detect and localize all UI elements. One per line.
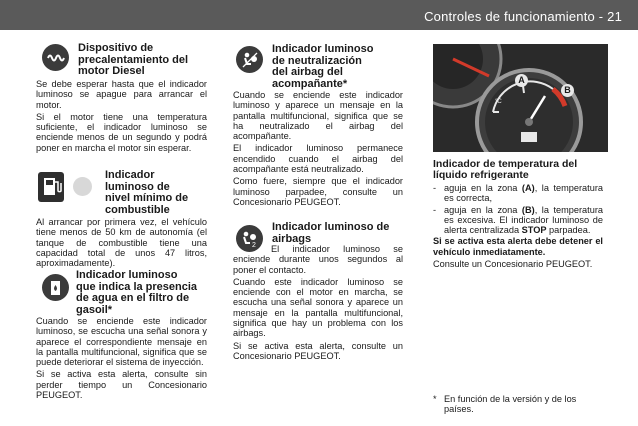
coolant-consult: Consulte un Concesionario PEUGEOT. xyxy=(433,259,593,270)
preheat-title: Dispositivo de precalentamiento del motor Diesel xyxy=(78,42,189,77)
passenger-airbag-body: Cuando se enciende este indicador luminoso y aparece un mensaje en la pantalla multifuncional, significa que se ha neutralizado el airbag del acompañante. El indicador luminoso permanece encendido cuando el airbag del acompañante está neutralizado. Como fuere, siempre que el indicador luminoso parpadee, consulte un Concesionario PEUGEOT. xyxy=(233,90,403,207)
glow-plug-icon xyxy=(42,44,69,71)
svg-text:2: 2 xyxy=(251,241,256,248)
passenger-airbag-off-icon xyxy=(236,46,263,73)
footnote: * En función de la versión y de los países. xyxy=(433,394,577,415)
water-body: Cuando se enciende este indicador luminoso, se escucha una señal sonora y aparece el correspondiente mensaje en la pantalla multifuncional, significa que se puede deteriorar el sistema de inyección. Si se activa esta alerta, consulte sin perder tiempo un Concesionario PEUGEOT. xyxy=(36,316,207,401)
page-header xyxy=(0,0,638,30)
page-title: Controles de funcionamiento - 21 xyxy=(424,9,622,24)
coolant-body xyxy=(433,183,603,271)
airbags-title: Indicador luminoso de airbags xyxy=(272,221,390,245)
passenger-airbag-title: Indicador luminoso de neutralización del airbag del acompañante* xyxy=(272,43,374,90)
fuel-warning-light-icon xyxy=(73,177,92,196)
fuel-body: Al arrancar por primera vez, el vehículo tiene menos de 50 km de autonomía (el tanque de combustible tiene una capacidad total de unos 47 litros, aproximadamente). xyxy=(36,217,207,269)
fuel-title: Indicador luminoso de nivel mínimo de combustible xyxy=(105,169,189,216)
water-title: Indicador luminoso que indica la presencia de agua en el filtro de gasoil* xyxy=(76,269,198,316)
fuel-pump-icon xyxy=(38,172,64,202)
coolant-bullet-b: - aguja en la zona (B), la temperatura es excesiva. El indicador luminoso de alerta centralizada STOP parpadea. xyxy=(433,204,603,236)
gauge-label-a: A xyxy=(515,74,528,87)
coolant-bullet-a: - aguja en la zona (A), la temperatura es correcta, xyxy=(433,183,603,204)
airbags-body: El indicador luminoso se enciende durante unos segundos al poner el contacto. Cuando este indicador luminoso se enciende con el motor en marcha, se escucha una señal sonora y aparece un mensaje en la pantalla multifuncional, significa que hay un problema con los airbags. Si se activa esta alerta, consulte un Concesionario PEUGEOT. xyxy=(233,244,403,361)
preheat-body: Se debe esperar hasta que el indicador luminoso se apague para arrancar el motor. Si el motor tiene una temperatura suficiente, el indicador luminoso se enciende menos de un segundo y podrá poner en marcha el motor sin esperar. xyxy=(36,79,207,153)
gauge-label-b: B xyxy=(561,84,574,97)
coolant-title: Indicador de temperatura del líquido refrigerante xyxy=(433,158,578,181)
coolant-temperature-gauge xyxy=(433,44,608,152)
gauge-unit: °C xyxy=(495,99,502,105)
coolant-alert: Si se activa esta alerta debe detener el vehículo inmediatamente. xyxy=(433,236,603,257)
water-in-fuel-icon xyxy=(42,274,69,301)
